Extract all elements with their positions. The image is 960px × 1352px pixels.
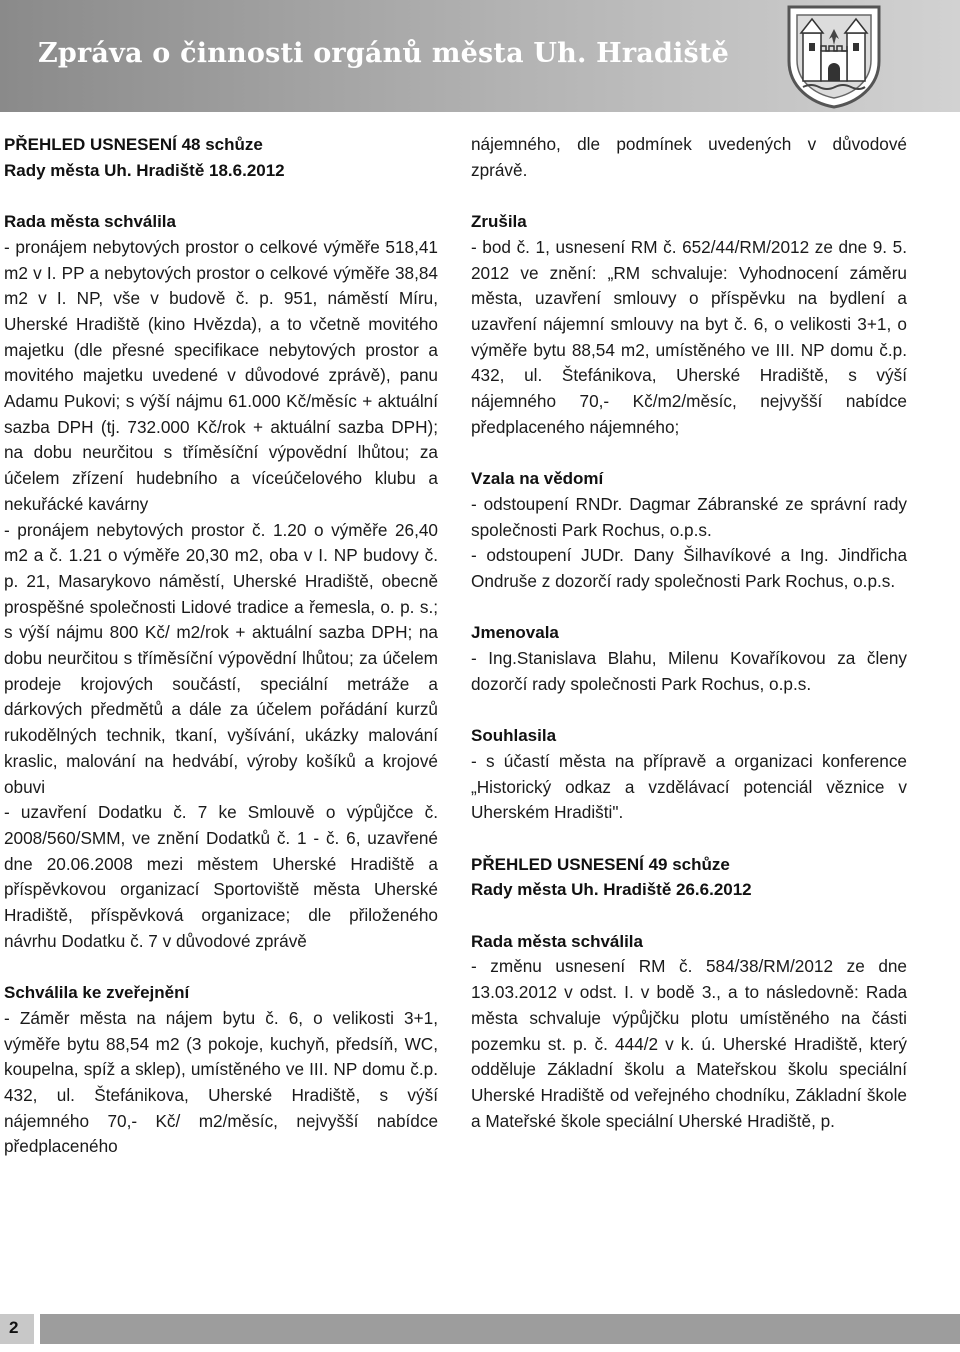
paragraph-continuation: nájemného, dle podmínek uvedených v důvodové zprávě. bbox=[471, 134, 907, 180]
paragraph-appointment: - Ing.Stanislava Blahu, Milenu Kovaříkovou za členy dozorčí rady společnosti Park Rochus, o.p.s. bbox=[471, 648, 907, 694]
paragraph-conference: - s účastí města na přípravě a organizaci konference „Historický odkaz a vzdělávací potenciál věznice v Uherském Hradišti". bbox=[471, 750, 907, 823]
right-column bbox=[471, 132, 907, 1134]
header-band bbox=[0, 0, 960, 112]
section-noted-title: Vzala na vědomí bbox=[471, 469, 604, 489]
paragraph-cancelled-resolution: - bod č. 1, usnesení RM č. 652/44/RM/2012 ze dne 9. 5. 2012 ve znění: „RM schvaluje: Vyhodnocení záměru města, uzavření smlouvy o příspěvku na bydlení a uzavření nájemní smlouvy na byt č. 6, o velikosti 3+1, o výměře bytu 88,54 m2, umístěného ve III. NP domu č.p. 432, ul. Štefánikova, Uherské Hradiště, s výší nájemného 70,- Kč/m2/měsíc, nejvyšší nabídce předplaceného nájemného; bbox=[471, 236, 907, 437]
paragraph-kino-hvezda: - pronájem nebytových prostor o celkové výměře 518,41 m2 v I. PP a nebytových prostor o celkové výměře 38,84 m2 v I. NP, vše v budově č. p. 951, náměstí Míru, Uherské Hradiště (kino Hvězda), a to včetně movitého majetku (dle přesné specifikace nebytových prostor a movitého majetku uvedené v důvodové zprávě), panu Adamu Pukovi; s výší nájmu 61.000 Kč/měsíc + aktuální sazba DPH (tj. 732.000 Kč/rok + aktuální sazba DPH); na dobu neurčitou s tříměsíční výpovědní lhůtou; za účelem zřízení hudebního a víceúčelového klubu a nekuřácké kavárny bbox=[4, 236, 438, 514]
section-agreed-title: Souhlasila bbox=[471, 726, 557, 746]
page-number: 2 bbox=[9, 1318, 19, 1337]
paragraph-resignation-zabranska: - odstoupení RNDr. Dagmar Zábranské ze správní rady společnosti Park Rochus, o.p.s. bbox=[471, 493, 907, 540]
paragraph-resignation-silhavikova: - odstoupení JUDr. Dany Šilhavíkové a Ing. Jindřicha Ondruše z dozorčí rady společnosti Park Rochus, o.p.s. bbox=[471, 545, 907, 591]
resolution-48-heading-line2: Rady města Uh. Hradiště 18.6.2012 bbox=[4, 160, 285, 180]
section-publish-title: Schválila ke zveřejnění bbox=[4, 983, 190, 1003]
paragraph-fence-loan: - změnu usnesení RM č. 584/38/RM/2012 ze dne 13.03.2012 v odst. I. v bodě 3., a to následovně: Rada města schvaluje výpůjčku plotu umístěného na části pozemku st. p. č. 444/2 v k. ú. Uherské Hradiště, který odděluje Základní školu a Mateřskou školu speciální Uherské Hradiště od veřejného chodníku, Základní škole a Mateřské škole speciální Uherské Hradiště, p. bbox=[471, 956, 907, 1131]
resolution-48-heading-line1: PŘEHLED USNESENÍ 48 schůze bbox=[4, 135, 263, 154]
section-approved-title: Rada města schválila bbox=[4, 212, 176, 232]
paragraph-dodatek-7: - uzavření Dodatku č. 7 ke Smlouvě o výpůjčce č. 2008/560/SMM, ve znění Dodatků č. 1 - č. 6, uzavřené dne 20.06.2008 mezi městem Uherské Hradiště a příspěvkovou organizací Sportoviště města Uherské Hradiště, příspěvková organizace; dle přiloženého návrhu Dodatku č. 7 v důvodové zprávě bbox=[4, 802, 438, 951]
resolution-49-heading-line1: PŘEHLED USNESENÍ 49 schůze bbox=[471, 854, 730, 874]
section-cancelled-title: Zrušila bbox=[471, 212, 527, 232]
section-approved-2-title: Rada města schválila bbox=[471, 931, 643, 951]
paragraph-masarykovo-namesti: - pronájem nebytových prostor č. 1.20 o výměře 26,40 m2 a č. 1.21 o výměře 20,30 m2, oba v I. NP budovy č. p. 21, Masarykovo náměstí, Uherské Hradiště, obecně prospěšné společnosti Lidové tradice a řemesla, o. p. s.; s výší nájmu 800 Kč/ m2/rok + aktuální sazba DPH; na dobu neurčitou s tříměsíční výpovědní lhůtou; za účelem prodeje krojových součástí, speciální metráže a dárkových předmětů a dále za účelem pořádání kurzů rukodělných technik, tkaní, vyšívání, ukázky malování kraslic, malování na hedvábí, výroby košíků a krojové obuvi bbox=[4, 519, 438, 797]
left-column bbox=[4, 132, 438, 1160]
city-crest-icon bbox=[781, 3, 887, 109]
paragraph-apartment-rental: - Záměr města na nájem bytu č. 6, o velikosti 3+1, výměře bytu 88,54 m2 (3 pokoje, kuchyň, předsíň, WC, koupelna, spíž a sklep), umístěného ve III. NP domu č.p. 432, ul. Štefánikova, Uherské Hradiště, s výší nájemného 70,- Kč/ m2/měsíc, nejvyšší nabídce předplaceného bbox=[4, 1007, 438, 1157]
footer-band bbox=[0, 1302, 960, 1352]
section-appointed-title: Jmenovala bbox=[471, 623, 559, 643]
page-title: Zpráva o činnosti orgánů města Uh. Hradiště bbox=[38, 38, 729, 69]
resolution-49-heading-line2: Rady města Uh. Hradiště 26.6.2012 bbox=[471, 880, 752, 900]
